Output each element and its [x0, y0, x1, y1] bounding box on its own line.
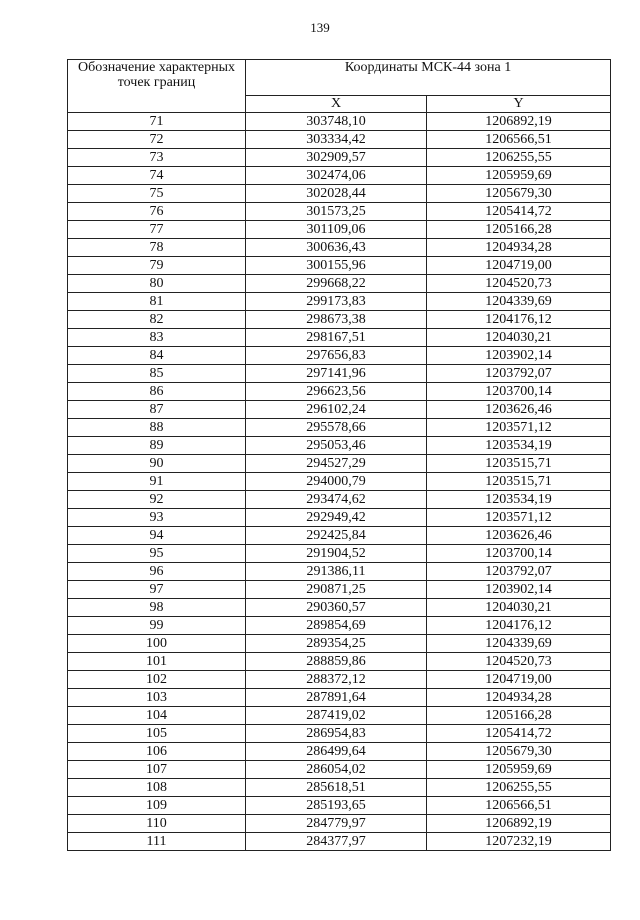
- x-coordinate-cell: 303334,42: [246, 131, 427, 149]
- y-coordinate-cell: 1205679,30: [427, 185, 611, 203]
- table-row: [68, 725, 611, 743]
- x-coordinate-cell: 296623,56: [246, 383, 427, 401]
- table-row: [68, 635, 611, 653]
- x-coordinate-cell: 291386,11: [246, 563, 427, 581]
- y-coordinate-cell: 1203626,46: [427, 401, 611, 419]
- point-number-cell: 73: [68, 149, 246, 167]
- table-row: [68, 311, 611, 329]
- y-coordinate-cell: 1203902,14: [427, 581, 611, 599]
- x-coordinate-cell: 289854,69: [246, 617, 427, 635]
- x-coordinate-cell: 301573,25: [246, 203, 427, 221]
- point-number-cell: 101: [68, 653, 246, 671]
- table-row: [68, 761, 611, 779]
- table-row: [68, 797, 611, 815]
- table-row: [68, 293, 611, 311]
- y-coordinate-cell: 1204520,73: [427, 275, 611, 293]
- table-row: [68, 401, 611, 419]
- x-coordinate-cell: 290360,57: [246, 599, 427, 617]
- point-number-cell: 107: [68, 761, 246, 779]
- point-number-cell: 92: [68, 491, 246, 509]
- point-number-cell: 71: [68, 113, 246, 131]
- table-row: [68, 599, 611, 617]
- y-coordinate-cell: 1203700,14: [427, 383, 611, 401]
- point-number-cell: 79: [68, 257, 246, 275]
- table-row: [68, 707, 611, 725]
- table-row: [68, 815, 611, 833]
- table-body: [68, 113, 611, 851]
- point-number-cell: 100: [68, 635, 246, 653]
- point-number-cell: 103: [68, 689, 246, 707]
- y-coordinate-cell: 1205959,69: [427, 167, 611, 185]
- point-number-cell: 108: [68, 779, 246, 797]
- y-coordinate-cell: 1203534,19: [427, 437, 611, 455]
- y-coordinate-cell: 1203626,46: [427, 527, 611, 545]
- point-number-cell: 77: [68, 221, 246, 239]
- point-number-cell: 85: [68, 365, 246, 383]
- y-coordinate-cell: 1204934,28: [427, 689, 611, 707]
- x-coordinate-cell: 284779,97: [246, 815, 427, 833]
- table-row: [68, 239, 611, 257]
- table-row: [68, 545, 611, 563]
- x-coordinate-cell: 299173,83: [246, 293, 427, 311]
- point-number-cell: 93: [68, 509, 246, 527]
- table-row: [68, 257, 611, 275]
- point-number-cell: 111: [68, 833, 246, 851]
- table-row: [68, 617, 611, 635]
- x-coordinate-cell: 293474,62: [246, 491, 427, 509]
- table-row: [68, 419, 611, 437]
- x-coordinate-cell: 287419,02: [246, 707, 427, 725]
- table-row: [68, 203, 611, 221]
- y-coordinate-cell: 1204176,12: [427, 311, 611, 329]
- y-column-header: Y: [427, 95, 611, 112]
- point-number-cell: 102: [68, 671, 246, 689]
- x-coordinate-cell: 288859,86: [246, 653, 427, 671]
- x-coordinate-cell: 298673,38: [246, 311, 427, 329]
- x-coordinate-cell: 302028,44: [246, 185, 427, 203]
- point-number-cell: 80: [68, 275, 246, 293]
- point-number-cell: 97: [68, 581, 246, 599]
- point-number-cell: 95: [68, 545, 246, 563]
- x-coordinate-cell: 302909,57: [246, 149, 427, 167]
- table-row: [68, 563, 611, 581]
- y-coordinate-cell: 1204030,21: [427, 329, 611, 347]
- y-coordinate-cell: 1203515,71: [427, 473, 611, 491]
- y-coordinate-cell: 1203571,12: [427, 419, 611, 437]
- table-row: [68, 455, 611, 473]
- y-coordinate-cell: 1206566,51: [427, 797, 611, 815]
- table-row: [68, 329, 611, 347]
- point-number-cell: 96: [68, 563, 246, 581]
- point-number-cell: 84: [68, 347, 246, 365]
- x-coordinate-cell: 288372,12: [246, 671, 427, 689]
- x-coordinate-cell: 303748,10: [246, 113, 427, 131]
- y-coordinate-cell: 1204339,69: [427, 293, 611, 311]
- point-number-cell: 90: [68, 455, 246, 473]
- y-coordinate-cell: 1206892,19: [427, 815, 611, 833]
- y-coordinate-cell: 1204176,12: [427, 617, 611, 635]
- point-number-cell: 89: [68, 437, 246, 455]
- y-coordinate-cell: 1204339,69: [427, 635, 611, 653]
- x-coordinate-cell: 298167,51: [246, 329, 427, 347]
- table-row: [68, 167, 611, 185]
- x-coordinate-cell: 295578,66: [246, 419, 427, 437]
- x-coordinate-cell: 294527,29: [246, 455, 427, 473]
- point-number-cell: 76: [68, 203, 246, 221]
- coordinates-table: [67, 59, 611, 851]
- x-coordinate-cell: 289354,25: [246, 635, 427, 653]
- point-number-cell: 104: [68, 707, 246, 725]
- x-coordinate-cell: 300155,96: [246, 257, 427, 275]
- table-row: [68, 689, 611, 707]
- point-number-cell: 110: [68, 815, 246, 833]
- point-number-cell: 94: [68, 527, 246, 545]
- table-row: [68, 491, 611, 509]
- y-coordinate-cell: 1203515,71: [427, 455, 611, 473]
- y-coordinate-cell: 1203534,19: [427, 491, 611, 509]
- point-number-cell: 106: [68, 743, 246, 761]
- x-coordinate-cell: 291904,52: [246, 545, 427, 563]
- point-number-cell: 78: [68, 239, 246, 257]
- table-row: [68, 743, 611, 761]
- point-number-cell: 82: [68, 311, 246, 329]
- point-number-cell: 87: [68, 401, 246, 419]
- y-coordinate-cell: 1203792,07: [427, 365, 611, 383]
- y-coordinate-cell: 1206566,51: [427, 131, 611, 149]
- table-row: [68, 275, 611, 293]
- table-row: [68, 509, 611, 527]
- x-coordinate-cell: 287891,64: [246, 689, 427, 707]
- y-coordinate-cell: 1203902,14: [427, 347, 611, 365]
- point-number-cell: 105: [68, 725, 246, 743]
- table-row: [68, 365, 611, 383]
- point-number-cell: 109: [68, 797, 246, 815]
- x-coordinate-cell: 295053,46: [246, 437, 427, 455]
- page-number: 139: [310, 20, 330, 35]
- x-coordinate-cell: 286499,64: [246, 743, 427, 761]
- x-coordinate-cell: 300636,43: [246, 239, 427, 257]
- x-column-header: X: [246, 95, 427, 112]
- y-coordinate-cell: 1205679,30: [427, 743, 611, 761]
- x-coordinate-cell: 294000,79: [246, 473, 427, 491]
- table-row: [68, 383, 611, 401]
- y-coordinate-cell: 1205414,72: [427, 725, 611, 743]
- y-coordinate-cell: 1206892,19: [427, 113, 611, 131]
- point-number-cell: 74: [68, 167, 246, 185]
- table-row: [68, 149, 611, 167]
- point-number-cell: 83: [68, 329, 246, 347]
- coordinates-system-header: Координаты МСК-44 зона 1: [246, 60, 611, 96]
- point-number-cell: 86: [68, 383, 246, 401]
- table-row: [68, 185, 611, 203]
- y-coordinate-cell: 1204719,00: [427, 257, 611, 275]
- y-coordinate-cell: 1204719,00: [427, 671, 611, 689]
- table-row: [68, 113, 611, 131]
- x-coordinate-cell: 302474,06: [246, 167, 427, 185]
- y-coordinate-cell: 1203700,14: [427, 545, 611, 563]
- x-coordinate-cell: 284377,97: [246, 833, 427, 851]
- x-coordinate-cell: 292425,84: [246, 527, 427, 545]
- point-number-cell: 98: [68, 599, 246, 617]
- y-coordinate-cell: 1205166,28: [427, 221, 611, 239]
- x-coordinate-cell: 292949,42: [246, 509, 427, 527]
- x-coordinate-cell: 296102,24: [246, 401, 427, 419]
- y-coordinate-cell: 1206255,55: [427, 779, 611, 797]
- point-designation-header: Обозначение характерных точек границ: [68, 60, 246, 113]
- point-number-cell: 81: [68, 293, 246, 311]
- y-coordinate-cell: 1205414,72: [427, 203, 611, 221]
- y-coordinate-cell: 1204520,73: [427, 653, 611, 671]
- x-coordinate-cell: 299668,22: [246, 275, 427, 293]
- x-coordinate-cell: 297141,96: [246, 365, 427, 383]
- table-row: [68, 581, 611, 599]
- x-coordinate-cell: 286054,02: [246, 761, 427, 779]
- y-coordinate-cell: 1204030,21: [427, 599, 611, 617]
- y-coordinate-cell: 1205166,28: [427, 707, 611, 725]
- y-coordinate-cell: 1205959,69: [427, 761, 611, 779]
- table-row: [68, 437, 611, 455]
- table-row: [68, 221, 611, 239]
- table-row: [68, 347, 611, 365]
- point-number-cell: 75: [68, 185, 246, 203]
- y-coordinate-cell: 1204934,28: [427, 239, 611, 257]
- y-coordinate-cell: 1203792,07: [427, 563, 611, 581]
- point-number-cell: 72: [68, 131, 246, 149]
- x-coordinate-cell: 285193,65: [246, 797, 427, 815]
- point-number-cell: 91: [68, 473, 246, 491]
- y-coordinate-cell: 1206255,55: [427, 149, 611, 167]
- table-row: [68, 671, 611, 689]
- table-row: [68, 131, 611, 149]
- y-coordinate-cell: 1207232,19: [427, 833, 611, 851]
- x-coordinate-cell: 290871,25: [246, 581, 427, 599]
- table-row: [68, 833, 611, 851]
- point-number-cell: 99: [68, 617, 246, 635]
- y-coordinate-cell: 1203571,12: [427, 509, 611, 527]
- x-coordinate-cell: 286954,83: [246, 725, 427, 743]
- table-row: [68, 473, 611, 491]
- table-row: [68, 527, 611, 545]
- x-coordinate-cell: 297656,83: [246, 347, 427, 365]
- table-row: [68, 779, 611, 797]
- x-coordinate-cell: 301109,06: [246, 221, 427, 239]
- point-number-cell: 88: [68, 419, 246, 437]
- x-coordinate-cell: 285618,51: [246, 779, 427, 797]
- table-row: [68, 653, 611, 671]
